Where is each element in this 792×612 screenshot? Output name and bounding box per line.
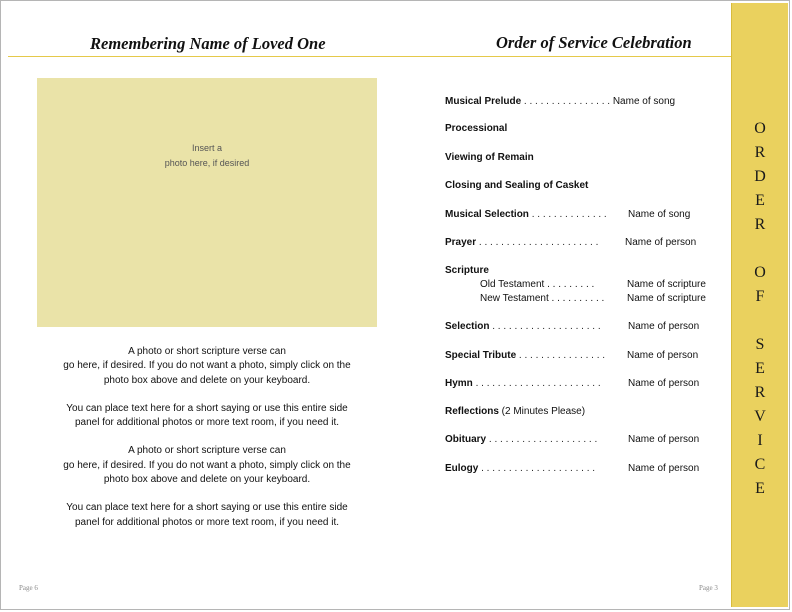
text-paragraph (37, 501, 377, 530)
text-line: A photo or short scripture verse can (128, 346, 286, 357)
left-text-panel[interactable] (37, 345, 377, 544)
sidebar-letter: D (754, 168, 766, 185)
text-line: You can place text here for a short saying or use this entire side (66, 402, 348, 414)
text-paragraph (37, 345, 377, 388)
leader-dots: . . . . . . . . . . . . . . . . . . . . . . (476, 237, 599, 248)
service-item-label: Processional (445, 123, 508, 134)
leader-dots: . . . . . . . . . . . . . . . . (521, 96, 613, 107)
service-item-eulogy (445, 463, 700, 475)
scripture-sub-label: Old Testament (480, 279, 545, 290)
sidebar-letter: R (754, 216, 766, 233)
leader-dots: . . . . . . . . . . . . . . . . . . . . . (478, 463, 596, 474)
sidebar-letter: E (755, 360, 765, 377)
service-item-label: Reflections (445, 406, 499, 417)
service-item-value: Name of song (628, 209, 691, 220)
service-item-label: Scripture (445, 265, 489, 276)
service-item-value: Name of song (612, 96, 676, 107)
sidebar-letter: C (754, 456, 766, 473)
scripture-new-testament (480, 293, 706, 305)
sidebar-letter-gap (732, 237, 788, 261)
service-item-note: (2 Minutes Please) (498, 406, 586, 417)
sidebar-letter: E (755, 480, 765, 497)
scripture-sub-value: Name of scripture (627, 279, 706, 290)
service-item-label: Prayer (445, 237, 477, 248)
photo-caption-line: photo here, if desired (164, 158, 250, 168)
service-item-hymn (445, 378, 700, 390)
service-item-value: Name of person (627, 350, 699, 361)
service-item-label: Obituary (445, 434, 487, 445)
text-line: go here, if desired. If you do not want a photo, simply click on the (63, 459, 351, 471)
sidebar-letter: R (754, 144, 766, 161)
service-item-label: Special Tribute (445, 350, 517, 361)
text-paragraph (37, 402, 377, 431)
service-item-scripture (445, 265, 489, 277)
service-item-reflections (445, 406, 585, 418)
text-line: panel for additional photos or more text room, if you need it. (74, 417, 340, 429)
scripture-sub-label: New Testament (480, 293, 549, 304)
text-line: A photo or short scripture verse can (128, 445, 286, 457)
photo-placeholder-caption (37, 141, 377, 171)
sidebar-letter: S (755, 336, 765, 353)
right-page-number: Page 3 (699, 584, 718, 592)
header-divider (8, 56, 732, 57)
leader-dots: . . . . . . . . . . . . . . (528, 209, 607, 220)
scripture-sub-value: Name of scripture (627, 293, 706, 304)
text-line: go here, if desired. If you do not want a photo, simply click on the (63, 360, 351, 372)
service-item-label: Hymn (445, 378, 473, 389)
sidebar-letter: O (754, 120, 766, 137)
sidebar-letter: R (754, 384, 766, 401)
leader-dots: . . . . . . . . . . . . . . . . . . . . (486, 434, 598, 445)
service-item-processional (445, 123, 507, 135)
service-item-label: Closing and Sealing of Casket (445, 180, 589, 191)
service-item-label: Musical Selection (445, 209, 529, 220)
service-item-viewing (445, 152, 534, 164)
service-item-musical-prelude (445, 96, 675, 108)
sidebar-letter: V (754, 408, 766, 425)
leader-dots: . . . . . . . . . . . . . . . . . . . . (489, 321, 601, 332)
sidebar-letter-gap (732, 309, 788, 333)
leader-dots: . . . . . . . . . . . . . . . . . . . . . . . (472, 378, 601, 389)
leader-dots: . . . . . . . . . (544, 279, 595, 290)
text-paragraph (37, 444, 377, 487)
photo-caption-line: Insert a (191, 143, 222, 153)
service-item-special-tribute (445, 350, 699, 362)
leader-dots: . . . . . . . . . . . . . . . . (516, 350, 606, 361)
service-item-label: Selection (445, 321, 490, 332)
sidebar-letter: F (755, 288, 765, 305)
service-item-value: Name of person (628, 434, 700, 445)
left-page-number: Page 6 (19, 584, 38, 592)
scripture-old-testament (480, 279, 706, 291)
photo-placeholder-box[interactable] (37, 78, 377, 327)
text-line: photo box above and delete on your keyboard. (103, 474, 311, 486)
service-item-label: Viewing of Remain (445, 152, 534, 163)
service-item-value: Name of person (628, 321, 700, 332)
order-of-service-sidebar (731, 3, 788, 607)
sidebar-letter: I (757, 432, 763, 449)
text-line: photo box above and delete on your keyboard. (103, 374, 311, 386)
text-line: panel for additional photos or more text room, if you need it. (74, 516, 340, 528)
service-item-selection (445, 321, 700, 333)
sidebar-letter: E (755, 192, 765, 209)
service-item-prayer (445, 237, 697, 249)
service-item-musical-selection (445, 209, 691, 221)
service-item-value: Name of person (628, 463, 700, 474)
leader-dots: . . . . . . . . . . (548, 293, 605, 304)
sidebar-vertical-text (732, 117, 788, 501)
service-item-label: Musical Prelude (445, 96, 522, 107)
text-line: You can place text here for a short saying or use this entire side (66, 502, 348, 514)
left-page-title: Remembering Name of Loved One (90, 34, 326, 53)
sidebar-letter: O (754, 264, 766, 281)
service-item-closing-casket (445, 180, 588, 192)
service-item-obituary (445, 434, 700, 446)
service-item-value: Name of person (625, 237, 697, 248)
service-item-label: Eulogy (445, 463, 479, 474)
service-item-value: Name of person (628, 378, 700, 389)
right-page-title: Order of Service Celebration (496, 33, 692, 52)
